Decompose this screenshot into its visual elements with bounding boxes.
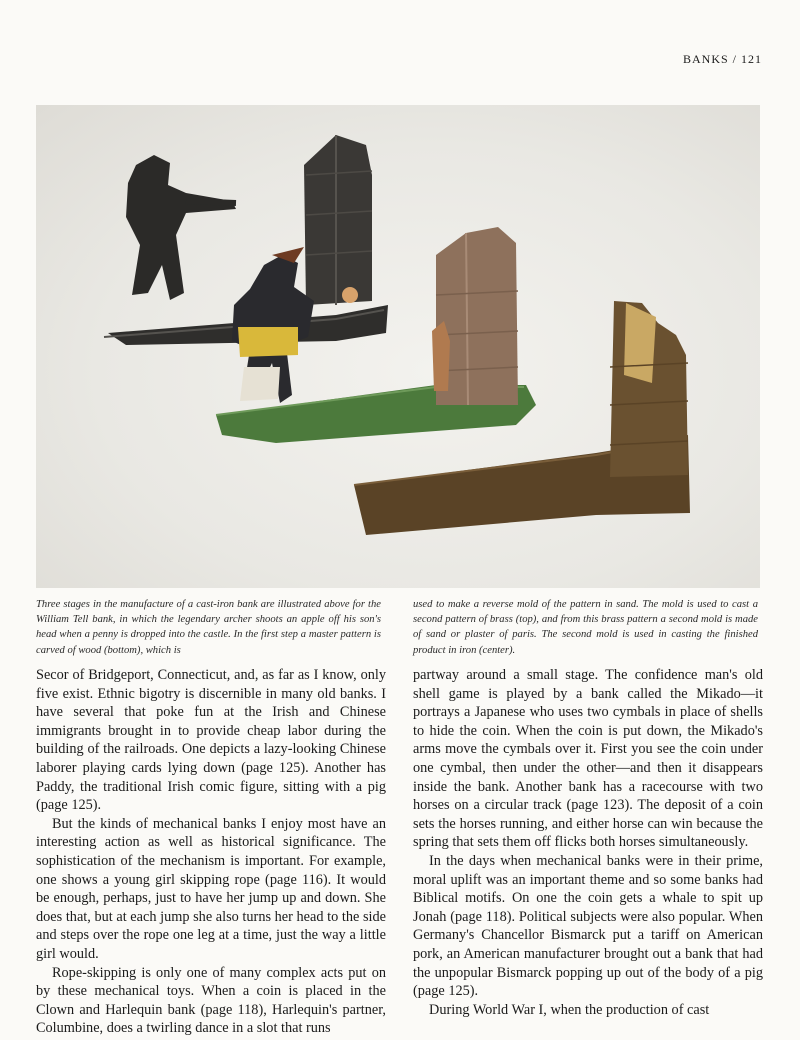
paragraph: Rope-skipping is only one of many complex acts put on by these mechanical toys. When a coin is placed in the Clown and Harlequin bank (page 118), Harlequin's partner, Columbine, does a twirling dance in a slot that runs	[36, 964, 386, 1037]
paragraph: Secor of Bridgeport, Connecticut, and, as far as I know, only five exist. Ethnic bigotry is discernible in many old banks. I have several that poke fun at the Irish and Chinese immigrants brought in to provide cheap labor during the building of the railroads. One depicts a lazy-looking Chinese laborer playing cards lying down (page 125). Another has Paddy, the traditional Irish comic figure, sitting with a pig (page 125).	[36, 667, 386, 814]
figure-caption-right: used to make a reverse mold of the pattern in sand. The mold is used to cast a second pattern of brass (top), and from this brass pattern a second mold is made of sand or plaster of paris. The second mold is used in casting the finished product in iron (center).	[413, 599, 758, 656]
paragraph: During World War I, when the production of cast	[429, 1001, 710, 1018]
bank-photograph	[36, 105, 760, 588]
figure-caption-left: Three stages in the manufacture of a cast-iron bank are illustrated above for the William Tell bank, in which the legendary archer shoots an apple off his son's head when a penny is dropped into the castle. In the first step a master pattern is carved of wood (bottom), which is	[36, 599, 381, 656]
paragraph: partway around a small stage. The confidence man's old shell game is played by a bank called the Mikado—it portrays a Japanese who uses two cymbals in place of shells to hide the coin. When the coin is put down, the Mikado's arms move the cymbals over it. First you see the coin under one cymbal, then under the other—and then it disappears inside the bank. Another bank has a racecourse with two horses on a circular track (page 123). The deposit of a coin sets the horses running, and either horse can win because the spring that sets them off flicks both horses simultaneously.	[413, 667, 763, 851]
paragraph: In the days when mechanical banks were in their prime, moral uplift was an important theme and so some banks had Biblical motifs. On one the coin gets a whale to spit up Jonah (page 118). Political subjects were also popular. When Germany's Chancellor Bismarck put a tariff on American pork, an American manufacturer brought out a bank that had the unpopular Bismarck popping up out of the body of a pig (page 125).	[413, 852, 763, 1000]
painted-iron-bank	[216, 227, 536, 443]
paragraph: But the kinds of mechanical banks I enjoy most have an interesting action as well as historical significance. The sophistication of the mechanism is important. For example, one shows a young girl skipping rope (page 116). It would be enough, perhaps, just to have her jump up and down. She does that, but at each jump she also turns her head to the side and steps over the rope one leg at a time, just the way a little girl would.	[36, 815, 386, 962]
body-column-left	[36, 666, 386, 1038]
body-column-right	[413, 666, 763, 1019]
running-head: BANKS / 121	[682, 52, 762, 66]
